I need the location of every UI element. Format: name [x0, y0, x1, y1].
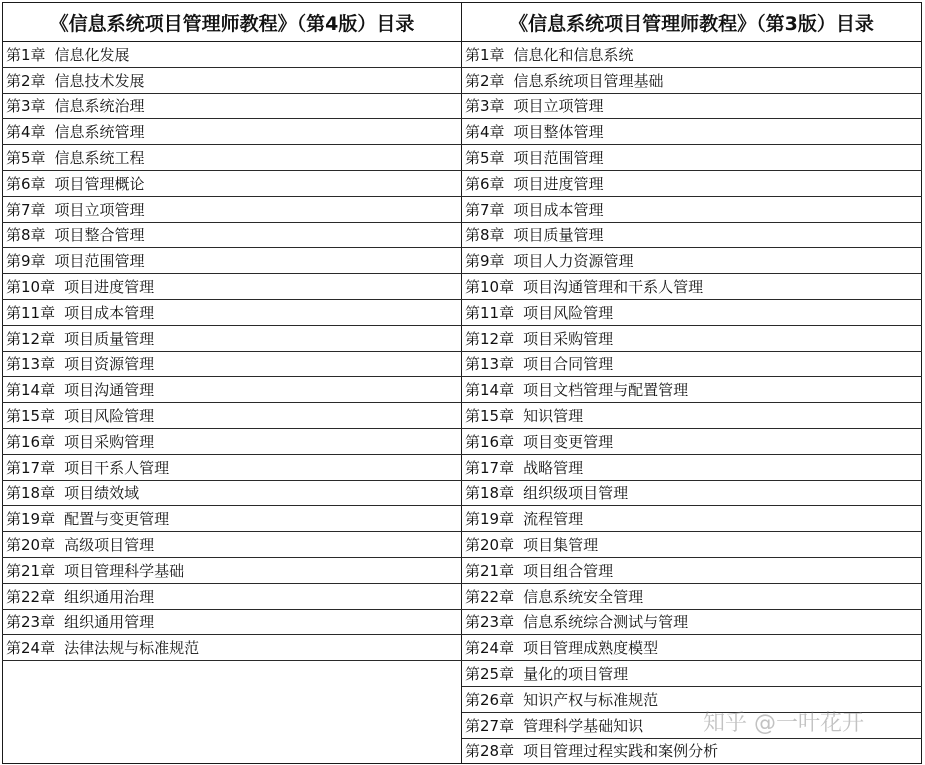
- chapter-title: 项目管理概论: [54, 174, 145, 193]
- right-chapter-cell: [462, 454, 922, 480]
- chapter-number: 第3章: [465, 97, 505, 116]
- chapter-title: 信息化发展: [54, 45, 130, 64]
- right-chapter-cell: [462, 480, 922, 506]
- chapter-title: 信息化和信息系统: [513, 45, 634, 64]
- left-chapter-cell: [3, 506, 462, 532]
- right-chapter-cell: [462, 532, 922, 558]
- table-row: [3, 93, 922, 119]
- left-chapter-cell: [3, 583, 462, 609]
- chapter-title: 高级项目管理: [64, 536, 155, 555]
- left-empty-cell: [3, 738, 462, 764]
- watermark-text: 知乎 @一叶花开: [703, 711, 864, 736]
- chapter-title: 项目进度管理: [513, 174, 604, 193]
- chapter-title: 信息系统工程: [54, 149, 145, 168]
- chapter-title: 信息系统治理: [54, 97, 145, 116]
- chapter-number: 第24章: [6, 639, 56, 658]
- chapter-title: 项目进度管理: [64, 278, 155, 297]
- chapter-title: 信息系统管理: [54, 123, 145, 142]
- chapter-number: 第9章: [465, 252, 505, 271]
- chapter-title: 项目质量管理: [64, 329, 155, 348]
- table-row: [3, 325, 922, 351]
- left-chapter-cell: [3, 119, 462, 145]
- chapter-title: 项目整体管理: [513, 123, 604, 142]
- right-chapter-cell: [462, 93, 922, 119]
- chapter-number: 第13章: [465, 355, 515, 374]
- right-chapter-cell: [462, 42, 922, 68]
- left-chapter-cell: [3, 377, 462, 403]
- left-chapter-cell: [3, 351, 462, 377]
- header-row: [3, 3, 922, 42]
- table-row: [3, 274, 922, 300]
- table-row: [3, 222, 922, 248]
- chapter-number: 第22章: [6, 587, 56, 606]
- chapter-number: 第22章: [465, 587, 515, 606]
- chapter-title: 信息技术发展: [54, 71, 145, 90]
- right-chapter-cell: [462, 248, 922, 274]
- chapter-number: 第8章: [465, 226, 505, 245]
- right-chapter-cell: [462, 67, 922, 93]
- chapter-number: 第18章: [465, 484, 515, 503]
- chapter-title: 项目采购管理: [523, 329, 614, 348]
- left-empty-cell: [3, 661, 462, 687]
- chapter-title: 项目管理成熟度模型: [523, 639, 659, 658]
- chapter-title: 知识产权与标准规范: [523, 690, 659, 709]
- left-chapter-cell: [3, 170, 462, 196]
- chapter-title: 项目管理过程实践和案例分析: [523, 742, 719, 761]
- chapter-number: 第19章: [6, 510, 56, 529]
- left-chapter-cell: [3, 428, 462, 454]
- table-row: [3, 609, 922, 635]
- chapter-title: 流程管理: [523, 510, 584, 529]
- chapter-title: 项目成本管理: [64, 303, 155, 322]
- table-row: [3, 454, 922, 480]
- right-chapter-cell: [462, 609, 922, 635]
- table-row: [3, 299, 922, 325]
- left-chapter-cell: [3, 196, 462, 222]
- toc-comparison-table: [2, 2, 922, 764]
- chapter-title: 管理科学基础知识: [523, 716, 644, 735]
- table-row: [3, 196, 922, 222]
- chapter-title: 法律法规与标准规范: [64, 639, 200, 658]
- chapter-number: 第7章: [6, 200, 46, 219]
- chapter-number: 第4章: [465, 123, 505, 142]
- left-chapter-cell: [3, 274, 462, 300]
- chapter-number: 第15章: [6, 407, 56, 426]
- chapter-number: 第1章: [465, 45, 505, 64]
- table-row: [3, 635, 922, 661]
- chapter-title: 组织通用治理: [64, 587, 155, 606]
- right-chapter-cell: [462, 738, 922, 764]
- chapter-number: 第8章: [6, 226, 46, 245]
- right-chapter-cell: [462, 557, 922, 583]
- chapter-number: 第14章: [465, 381, 515, 400]
- chapter-number: 第5章: [465, 149, 505, 168]
- chapter-number: 第21章: [465, 561, 515, 580]
- chapter-number: 第20章: [6, 536, 56, 555]
- chapter-title: 项目组合管理: [523, 561, 614, 580]
- toc-body: [3, 42, 922, 764]
- chapter-title: 项目立项管理: [513, 97, 604, 116]
- left-chapter-cell: [3, 635, 462, 661]
- chapter-title: 项目范围管理: [54, 252, 145, 271]
- table-row: [3, 506, 922, 532]
- chapter-title: 配置与变更管理: [64, 510, 170, 529]
- chapter-number: 第23章: [6, 613, 56, 632]
- chapter-title: 项目人力资源管理: [513, 252, 634, 271]
- chapter-number: 第2章: [465, 71, 505, 90]
- chapter-number: 第23章: [465, 613, 515, 632]
- right-chapter-cell: [462, 712, 922, 738]
- chapter-number: 第7章: [465, 200, 505, 219]
- chapter-title: 量化的项目管理: [523, 665, 629, 684]
- right-chapter-cell: [462, 325, 922, 351]
- table-row: [3, 480, 922, 506]
- chapter-title: 战略管理: [523, 458, 584, 477]
- chapter-number: 第11章: [465, 303, 515, 322]
- table-row: [3, 738, 922, 764]
- chapter-number: 第11章: [6, 303, 56, 322]
- chapter-title: 项目资源管理: [64, 355, 155, 374]
- right-column-header: 《信息系统项目管理师教程》（第3版）目录: [462, 3, 922, 42]
- right-chapter-cell: [462, 196, 922, 222]
- left-chapter-cell: [3, 42, 462, 68]
- chapter-number: 第15章: [465, 407, 515, 426]
- right-chapter-cell: [462, 583, 922, 609]
- chapter-title: 项目文档管理与配置管理: [523, 381, 689, 400]
- chapter-number: 第4章: [6, 123, 46, 142]
- chapter-number: 第2章: [6, 71, 46, 90]
- right-chapter-cell: [462, 299, 922, 325]
- table-row: [3, 145, 922, 171]
- right-chapter-cell: [462, 119, 922, 145]
- chapter-title: 项目沟通管理: [64, 381, 155, 400]
- table-row: [3, 661, 922, 687]
- chapter-number: 第12章: [465, 329, 515, 348]
- chapter-number: 第17章: [465, 458, 515, 477]
- right-chapter-cell: [462, 403, 922, 429]
- left-chapter-cell: [3, 557, 462, 583]
- chapter-title: 项目绩效域: [64, 484, 140, 503]
- table-row: [3, 686, 922, 712]
- table-row: [3, 428, 922, 454]
- left-chapter-cell: [3, 67, 462, 93]
- chapter-title: 项目范围管理: [513, 149, 604, 168]
- chapter-number: 第13章: [6, 355, 56, 374]
- chapter-title: 信息系统安全管理: [523, 587, 644, 606]
- chapter-title: 项目合同管理: [523, 355, 614, 374]
- left-chapter-cell: [3, 609, 462, 635]
- right-chapter-cell: [462, 661, 922, 687]
- right-chapter-cell: [462, 686, 922, 712]
- chapter-number: 第1章: [6, 45, 46, 64]
- chapter-title: 项目风险管理: [523, 303, 614, 322]
- left-chapter-cell: [3, 454, 462, 480]
- chapter-number: 第16章: [6, 432, 56, 451]
- chapter-number: 第12章: [6, 329, 56, 348]
- chapter-title: 组织通用管理: [64, 613, 155, 632]
- table-row: [3, 583, 922, 609]
- chapter-title: 知识管理: [523, 407, 584, 426]
- chapter-title: 项目干系人管理: [64, 458, 170, 477]
- left-empty-cell: [3, 712, 462, 738]
- left-empty-cell: [3, 686, 462, 712]
- right-chapter-cell: [462, 145, 922, 171]
- left-chapter-cell: [3, 248, 462, 274]
- right-chapter-cell: [462, 351, 922, 377]
- chapter-title: 信息系统综合测试与管理: [523, 613, 689, 632]
- chapter-number: 第9章: [6, 252, 46, 271]
- right-chapter-cell: [462, 274, 922, 300]
- chapter-title: 项目质量管理: [513, 226, 604, 245]
- right-chapter-cell: [462, 506, 922, 532]
- right-chapter-cell: [462, 222, 922, 248]
- chapter-title: 项目成本管理: [513, 200, 604, 219]
- left-column-header: 《信息系统项目管理师教程》（第4版）目录: [3, 3, 462, 42]
- left-chapter-cell: [3, 325, 462, 351]
- chapter-title: 信息系统项目管理基础: [513, 71, 664, 90]
- chapter-title: 项目变更管理: [523, 432, 614, 451]
- left-chapter-cell: [3, 480, 462, 506]
- left-chapter-cell: [3, 532, 462, 558]
- chapter-number: 第20章: [465, 536, 515, 555]
- chapter-number: 第18章: [6, 484, 56, 503]
- table-row: [3, 119, 922, 145]
- left-chapter-cell: [3, 145, 462, 171]
- table-row: [3, 532, 922, 558]
- table-row: [3, 351, 922, 377]
- chapter-number: 第10章: [465, 278, 515, 297]
- chapter-number: 第25章: [465, 665, 515, 684]
- right-chapter-cell: [462, 635, 922, 661]
- chapter-number: 第6章: [6, 174, 46, 193]
- chapter-number: 第14章: [6, 381, 56, 400]
- chapter-title: 项目立项管理: [54, 200, 145, 219]
- table-row: [3, 712, 922, 738]
- chapter-number: 第10章: [6, 278, 56, 297]
- chapter-number: 第28章: [465, 742, 515, 761]
- table-row: [3, 403, 922, 429]
- chapter-number: 第26章: [465, 690, 515, 709]
- right-chapter-cell: [462, 170, 922, 196]
- chapter-number: 第16章: [465, 432, 515, 451]
- chapter-number: 第3章: [6, 97, 46, 116]
- table-row: [3, 67, 922, 93]
- chapter-title: 项目沟通管理和干系人管理: [523, 278, 704, 297]
- chapter-number: 第27章: [465, 716, 515, 735]
- chapter-number: 第17章: [6, 458, 56, 477]
- right-chapter-cell: [462, 377, 922, 403]
- chapter-number: 第6章: [465, 174, 505, 193]
- chapter-title: 项目管理科学基础: [64, 561, 185, 580]
- chapter-number: 第19章: [465, 510, 515, 529]
- left-chapter-cell: [3, 93, 462, 119]
- chapter-number: 第21章: [6, 561, 56, 580]
- chapter-title: 项目集管理: [523, 536, 599, 555]
- table-row: [3, 248, 922, 274]
- chapter-title: 项目整合管理: [54, 226, 145, 245]
- right-chapter-cell: [462, 428, 922, 454]
- chapter-number: 第24章: [465, 639, 515, 658]
- table-row: [3, 42, 922, 68]
- left-chapter-cell: [3, 222, 462, 248]
- chapter-title: 项目风险管理: [64, 407, 155, 426]
- table-row: [3, 557, 922, 583]
- chapter-title: 项目采购管理: [64, 432, 155, 451]
- table-row: [3, 170, 922, 196]
- chapter-number: 第5章: [6, 149, 46, 168]
- left-chapter-cell: [3, 299, 462, 325]
- chapter-title: 组织级项目管理: [523, 484, 629, 503]
- left-chapter-cell: [3, 403, 462, 429]
- table-row: [3, 377, 922, 403]
